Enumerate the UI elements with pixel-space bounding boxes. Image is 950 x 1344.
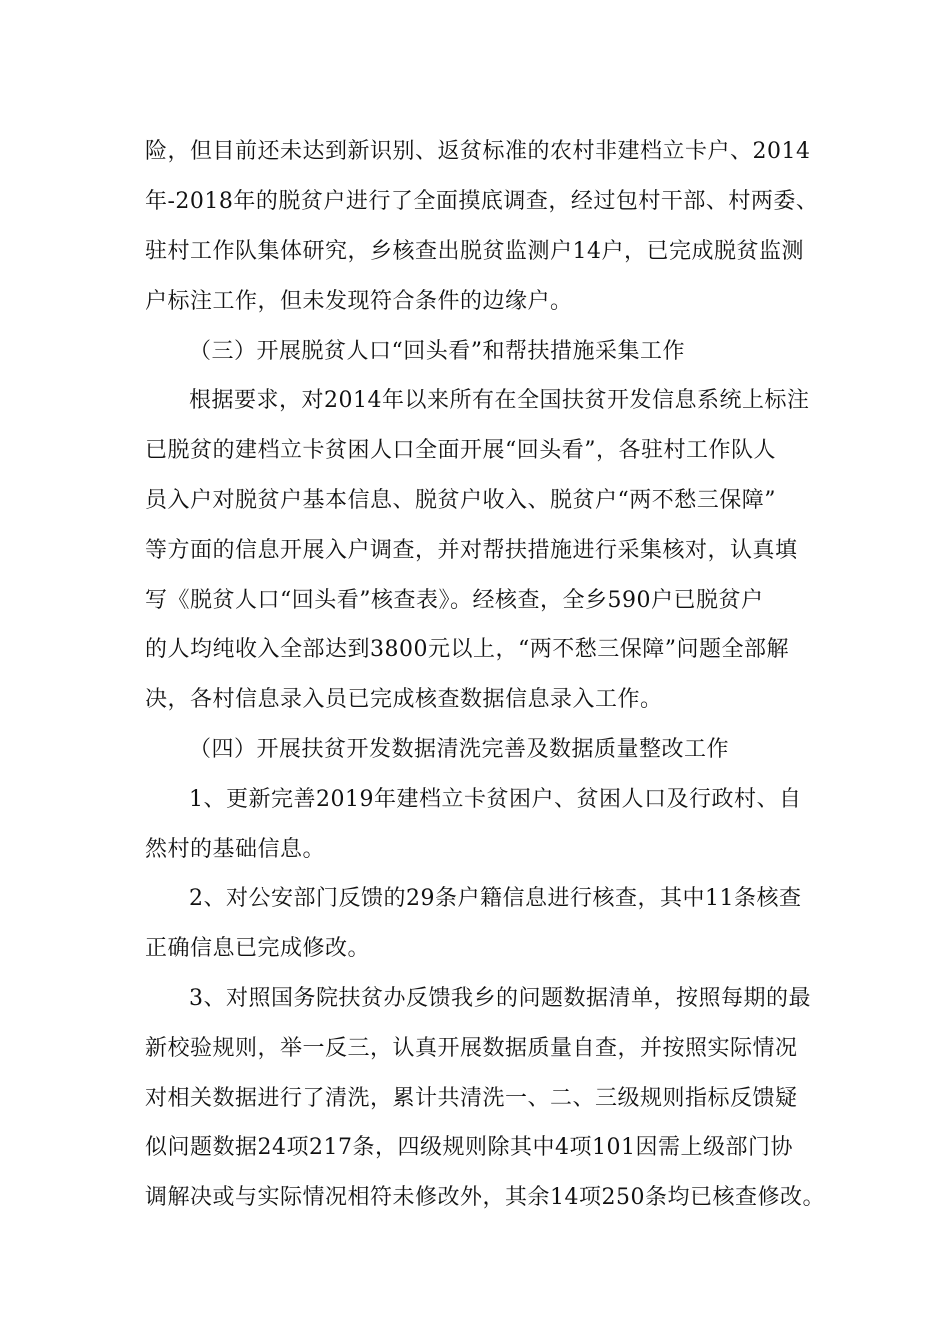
paragraph-line: 1、更新完善2019年建档立卡贫困户、贫困人口及行政村、自 [189, 787, 802, 812]
paragraph-line: 等方面的信息开展入户调查，并对帮扶措施进行采集核对，认真填 [145, 538, 798, 563]
paragraph-line: 对相关数据进行了清洗，累计共清洗一、二、三级规则指标反馈疑 [145, 1086, 798, 1111]
paragraph-line: 写《脱贫人口“回头看”核查表》。经核查，全乡590户已脱贫户 [145, 588, 764, 613]
paragraph-line: 似问题数据24项217条，四级规则除其中4项101因需上级部门协 [145, 1135, 793, 1160]
paragraph-line: 险，但目前还未达到新识别、返贫标准的农村非建档立卡户、2014 [145, 139, 811, 164]
paragraph-line: 3、对照国务院扶贫办反馈我乡的问题数据清单，按照每期的最 [189, 986, 811, 1011]
paragraph-line: 已脱贫的建档立卡贫困人口全面开展“回头看”，各驻村工作队人 [145, 438, 776, 463]
paragraph-line: 决，各村信息录入员已完成核查数据信息录入工作。 [145, 687, 663, 712]
paragraph-line: 的人均纯收入全部达到3800元以上，“两不愁三保障”问题全部解 [145, 637, 789, 662]
section-heading: （四）开展扶贫开发数据清洗完善及数据质量整改工作 [189, 737, 730, 762]
paragraph-line: 驻村工作队集体研究，乡核查出脱贫监测户14户，已完成脱贫监测 [145, 239, 804, 264]
paragraph-line: 2、对公安部门反馈的29条户籍信息进行核查，其中11条核查 [189, 886, 802, 911]
paragraph-line: 然村的基础信息。 [145, 837, 326, 862]
paragraph-line: 员入户对脱贫户基本信息、脱贫户收入、脱贫户“两不愁三保障” [145, 488, 776, 513]
paragraph-line: 调解决或与实际情况相符未修改外，其余14项250条均已核查修改。 [145, 1185, 825, 1210]
section-heading: （三）开展脱贫人口“回头看”和帮扶措施采集工作 [189, 339, 685, 364]
paragraph-line: 根据要求，对2014年以来所有在全国扶贫开发信息系统上标注 [189, 388, 810, 413]
paragraph-line: 正确信息已完成修改。 [145, 936, 371, 961]
paragraph-line: 年-2018年的脱贫户进行了全面摸底调查，经过包村干部、村两委、 [145, 189, 819, 214]
paragraph-line: 新校验规则，举一反三，认真开展数据质量自查，并按照实际情况 [145, 1036, 798, 1061]
paragraph-line: 户标注工作，但未发现符合条件的边缘户。 [145, 289, 573, 314]
